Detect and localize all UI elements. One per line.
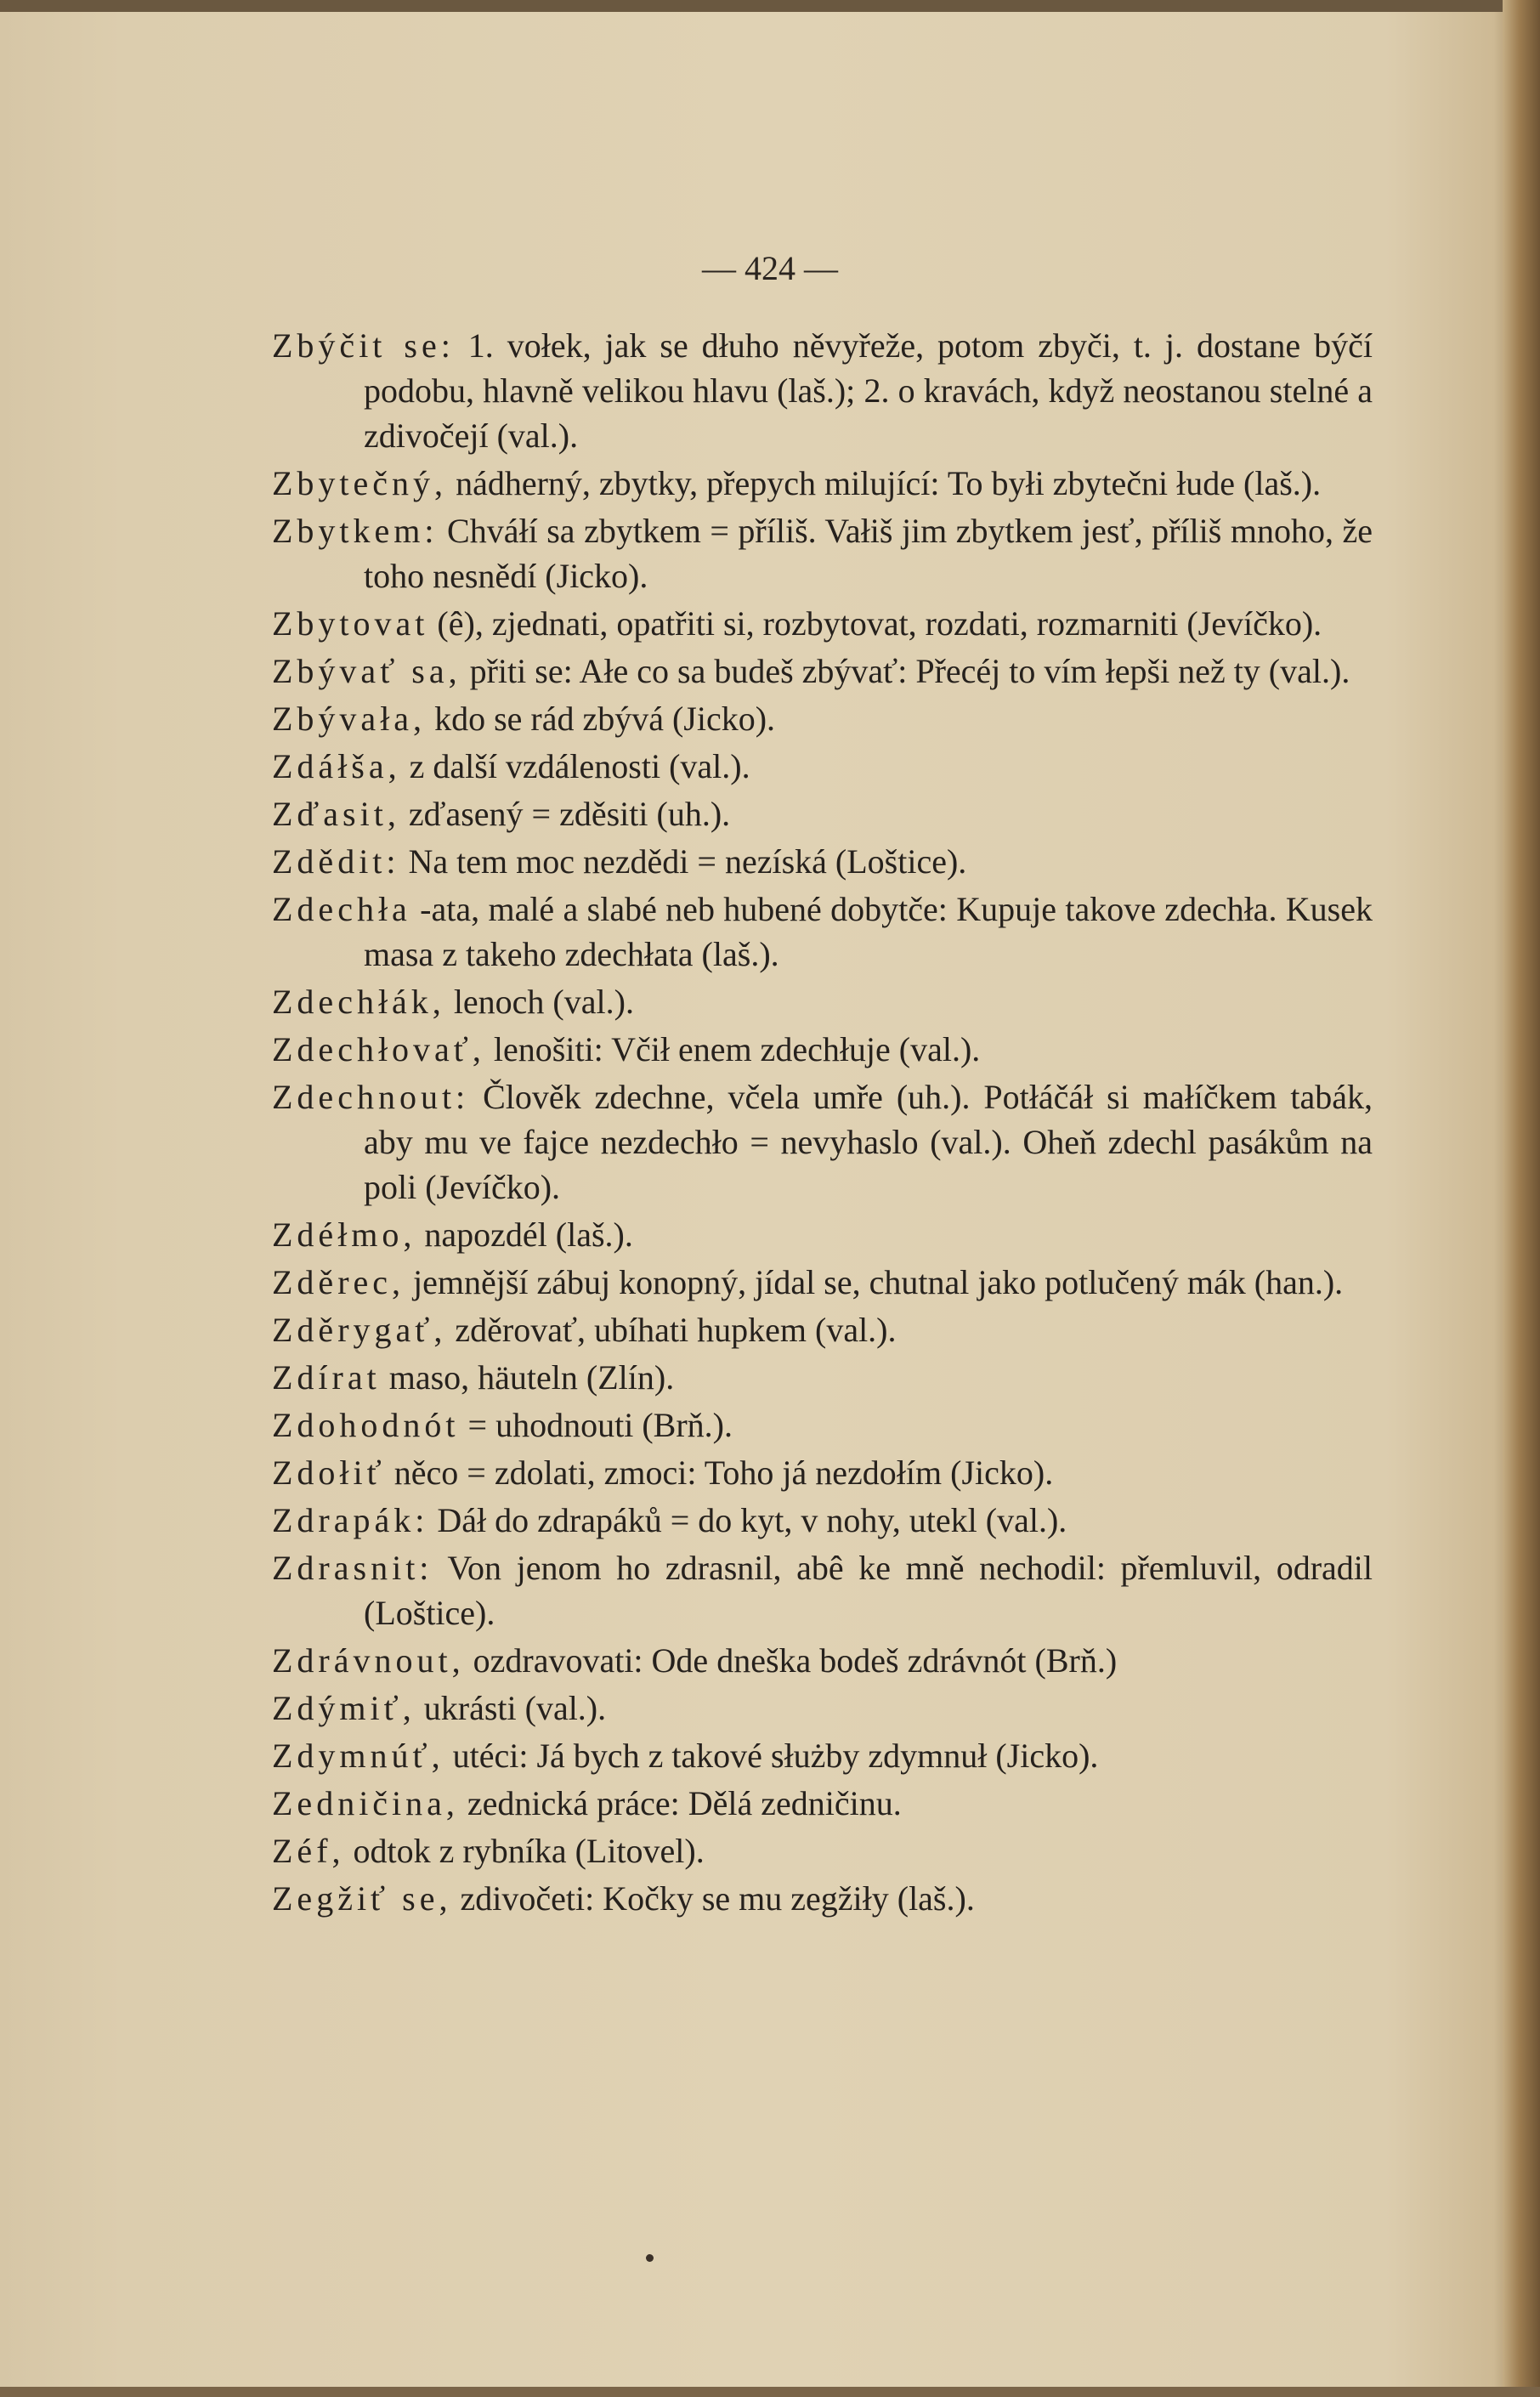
- entry-headword: Zďasit,: [272, 795, 400, 833]
- dictionary-entry: [272, 508, 1373, 598]
- dictionary-entry: [272, 1876, 1373, 1921]
- dictionary-entry: [272, 1307, 1373, 1352]
- entry-headword: Zdymnúť,: [272, 1737, 444, 1775]
- dictionary-entry: [272, 839, 1373, 884]
- entry-headword: Zdrapák:: [272, 1501, 429, 1539]
- entry-headword: Zdrávnout,: [272, 1641, 465, 1680]
- entry-definition: Na tem moc nezdědi = nezíská (Loštice).: [399, 842, 967, 881]
- page-number: — 424 —: [702, 249, 838, 287]
- dictionary-entry: [272, 696, 1373, 741]
- entry-definition: zednická práce: Dělá zedničinu.: [458, 1784, 902, 1822]
- entry-headword: Zdáłša,: [272, 747, 401, 785]
- entry-definition: Dáł do zdrapáků = do kyt, v nohy, utekl (val.).: [428, 1501, 1067, 1539]
- dictionary-entry: [272, 1212, 1373, 1257]
- entry-headword: Zbýčit se:: [272, 326, 455, 365]
- entry-definition: Chváłí sa zbytkem = příliš. Vałiš jim zbytkem jesť, příliš mnoho, že toho nesnědí (Jicko).: [364, 512, 1373, 595]
- entry-headword: Zbytovat: [272, 604, 429, 643]
- dictionary-entry: [272, 1733, 1373, 1778]
- dictionary-entry: [272, 1450, 1373, 1495]
- entry-headword: Zbytečný,: [272, 464, 448, 502]
- entry-definition: lenoch (val.).: [444, 983, 634, 1021]
- dictionary-entry: [272, 1638, 1373, 1683]
- entry-definition: maso, häuteln (Zlín).: [380, 1358, 675, 1397]
- dictionary-entry: [272, 1074, 1373, 1210]
- entry-headword: Zdechłák,: [272, 983, 445, 1021]
- entry-headword: Zdědit:: [272, 842, 400, 881]
- entry-definition: odtok z rybníka (Litovel).: [344, 1832, 705, 1870]
- dictionary-entry: [272, 1498, 1373, 1543]
- entry-definition: napozdél (laš.).: [416, 1216, 633, 1254]
- entry-definition: nádherný, zbytky, přepych milující: To byłi zbytečni łude (laš.).: [447, 464, 1322, 502]
- dictionary-entry: [272, 744, 1373, 789]
- entry-definition: -ata, malé a slabé neb hubené dobytče: Kupuje takove zdechła. Kusek masa z takeho zdechłata (laš.).: [364, 890, 1373, 973]
- entry-definition: (ê), zjednati, opatřiti si, rozbytovat, rozdati, rozmarniti (Jevíčko).: [428, 604, 1322, 643]
- entry-headword: Zděrygať,: [272, 1311, 447, 1349]
- entry-definition: zďasený = zděsiti (uh.).: [399, 795, 731, 833]
- entry-definition: zdivočeti: Kočky se mu zegžiły (laš.).: [451, 1879, 975, 1918]
- entry-definition: zděrovať, ubíhati hupkem (val.).: [446, 1311, 897, 1349]
- dictionary-entry: [272, 1027, 1373, 1072]
- entry-headword: Zdýmiť,: [272, 1689, 416, 1727]
- entry-headword: Zdohodnót: [272, 1406, 460, 1444]
- entry-headword: Zděrec,: [272, 1263, 405, 1301]
- dictionary-entry: [272, 1828, 1373, 1873]
- entry-headword: Zbývať sa,: [272, 652, 461, 690]
- dictionary-entry: [272, 1355, 1373, 1400]
- entry-headword: Zdrasnit:: [272, 1549, 433, 1587]
- dictionary-entry: [272, 979, 1373, 1024]
- entry-definition: utéci: Já bych z takové służby zdymnuł (Jicko).: [444, 1737, 1099, 1775]
- entry-headword: Zegžiť se,: [272, 1879, 452, 1918]
- entry-definition: = uhodnouti (Brň.).: [459, 1406, 733, 1444]
- entry-headword: Zéf,: [272, 1832, 345, 1870]
- entry-headword: Zdechnout:: [272, 1078, 470, 1116]
- entry-headword: Zbývała,: [272, 700, 427, 738]
- ink-dot: [646, 2254, 654, 2262]
- dictionary-entry: [272, 1781, 1373, 1826]
- entry-definition: Člověk zdechne, včela umře (uh.). Potłáčáł si małíčkem tabák, aby mu ve fajce nezdechło = nevyhaslo (val.). Oheň zdechl pasákům na poli (Jevíčko).: [364, 1078, 1373, 1206]
- dictionary-entry: [272, 649, 1373, 694]
- dictionary-entry: [272, 323, 1373, 458]
- entry-headword: Zdéłmo,: [272, 1216, 416, 1254]
- entry-definition: z další vzdálenosti (val.).: [400, 747, 750, 785]
- entry-definition: ozdravovati: Ode dneška bodeš zdrávnót (Brň.): [464, 1641, 1118, 1680]
- dictionary-entry: [272, 461, 1373, 506]
- dictionary-entry: [272, 601, 1373, 646]
- dictionary-entry: [272, 791, 1373, 836]
- entry-definition: přiti se: Ałe co sa budeš zbývať: Přecéj to vím łepši než ty (val.).: [461, 652, 1350, 690]
- dictionary-entries: [272, 323, 1373, 1924]
- entry-definition: lenošiti: Včił enem zdechłuje (val.).: [484, 1030, 981, 1068]
- entry-definition: 1. vołek, jak se dłuho něvyřeže, potom zbyči, t. j. dostane býčí podobu, hlavně velikou hlavu (laš.); 2. o kravách, když neostanou stelné a zdivočejí (val.).: [364, 326, 1373, 455]
- entry-headword: Zdołiť: [272, 1454, 386, 1492]
- entry-definition: kdo se rád zbývá (Jicko).: [426, 700, 776, 738]
- entry-headword: Zedničina,: [272, 1784, 459, 1822]
- entry-definition: něco = zdolati, zmoci: Toho já nezdołím (Jicko).: [385, 1454, 1054, 1492]
- dictionary-entry: [272, 1402, 1373, 1448]
- entry-headword: Zdechła: [272, 890, 411, 928]
- dictionary-entry: [272, 1686, 1373, 1731]
- entry-headword: Zdírat: [272, 1358, 381, 1397]
- entry-headword: Zbytkem:: [272, 512, 439, 550]
- dictionary-entry: [272, 887, 1373, 977]
- entry-definition: ukrásti (val.).: [415, 1689, 607, 1727]
- page-edge: [1503, 0, 1540, 2397]
- dictionary-entry: [272, 1260, 1373, 1305]
- dictionary-entry: [272, 1545, 1373, 1635]
- entry-definition: Von jenom ho zdrasnil, abê ke mně nechodil: přemluvil, odradil (Loštice).: [364, 1549, 1373, 1632]
- entry-headword: Zdechłovať,: [272, 1030, 485, 1068]
- entry-definition: jemnější zábuj konopný, jídal se, chutnal jako potlučený mák (han.).: [405, 1263, 1344, 1301]
